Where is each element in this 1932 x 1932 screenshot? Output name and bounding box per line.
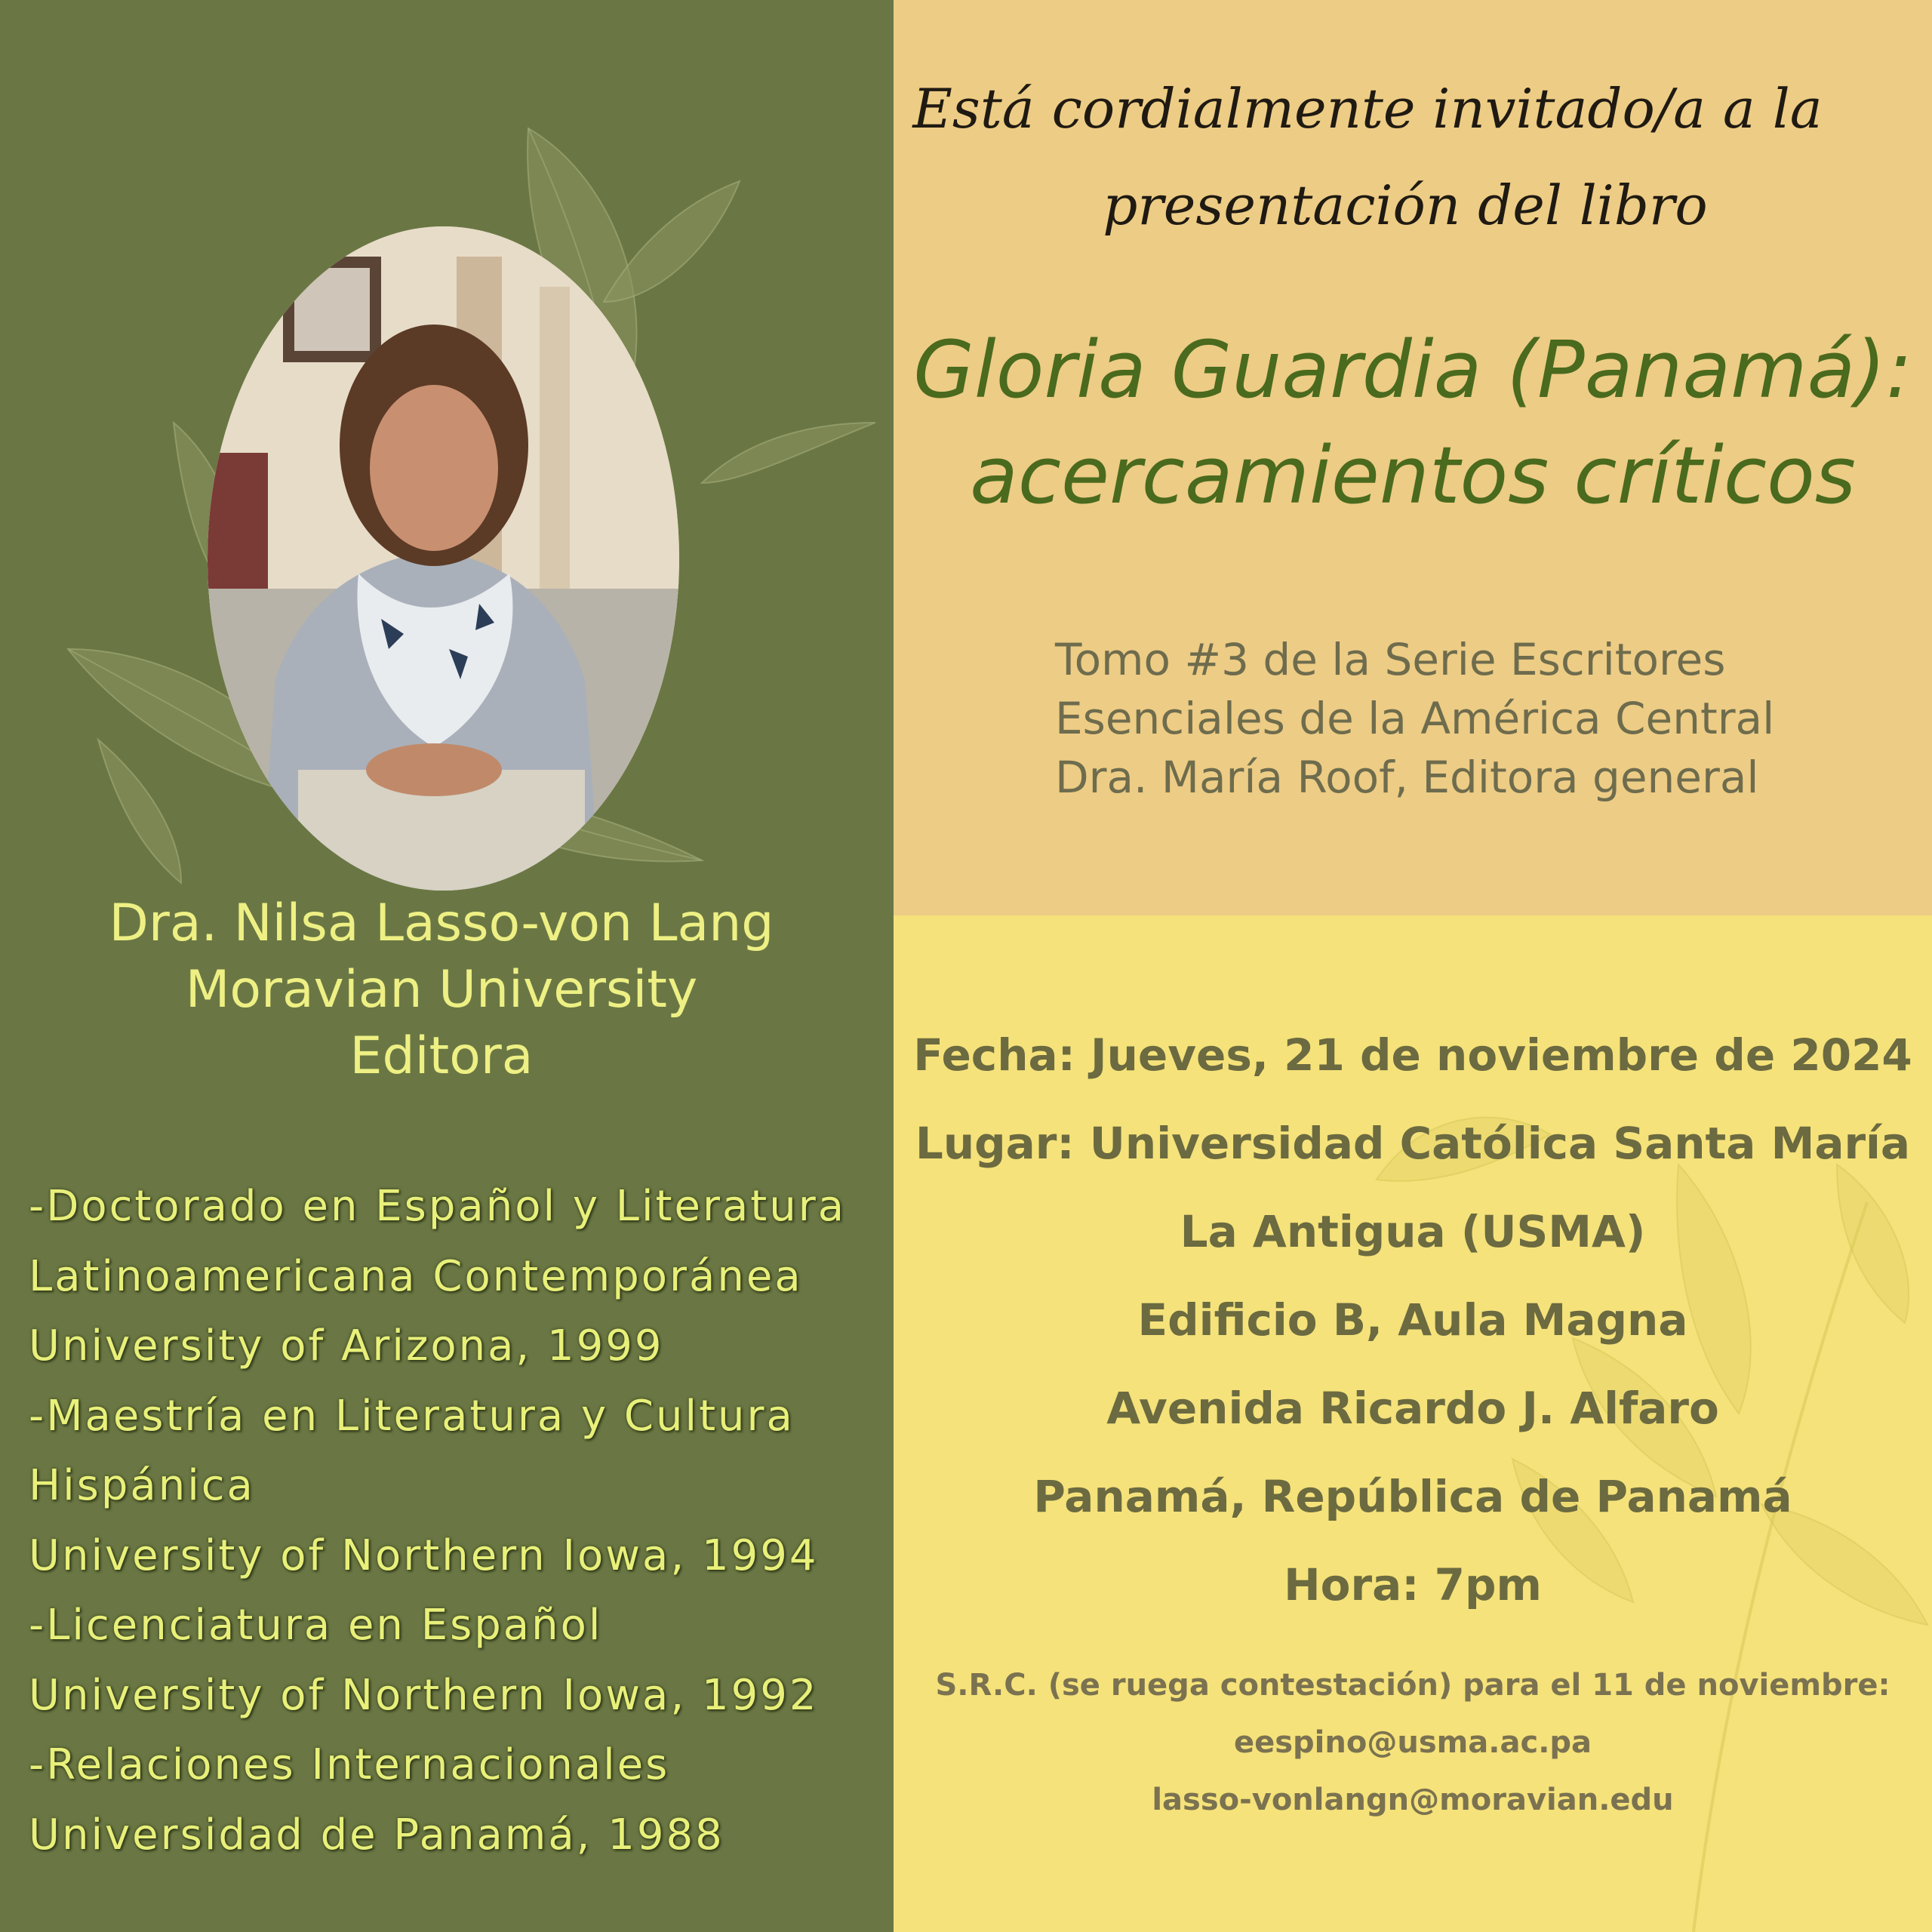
- series-line1: Tomo #3 de la Serie Escritores: [1055, 634, 1726, 685]
- event-date: Fecha: Jueves, 21 de noviembre de 2024: [913, 1029, 1912, 1081]
- credential-line: Latinoamericana Contemporánea: [29, 1251, 803, 1301]
- event-street: Avenida Ricardo J. Alfaro: [1106, 1383, 1719, 1434]
- credential-line: Universidad de Panamá, 1988: [29, 1810, 724, 1860]
- rsvp-info: [894, 1657, 1932, 1829]
- series-line2: Esenciales de la América Central: [1055, 693, 1775, 744]
- rsvp-email-moravian[interactable]: lasso-vonlangn@moravian.edu: [1152, 1783, 1674, 1817]
- credential-line: University of Northern Iowa, 1992: [29, 1670, 819, 1720]
- credential-line: -Relaciones Internacionales: [29, 1740, 670, 1789]
- editor-portrait: [208, 226, 679, 891]
- editor-credentials: [29, 1172, 889, 1870]
- invitation-heading: [894, 60, 1932, 254]
- book-title: [894, 317, 1932, 528]
- credential-line: -Maestría en Literatura y Cultura: [29, 1391, 795, 1441]
- series-line3: Dra. María Roof, Editora general: [1055, 752, 1759, 803]
- editor-role: Editora: [349, 1026, 534, 1086]
- credential-line: University of Arizona, 1999: [29, 1321, 664, 1371]
- book-title-line2: acercamientos críticos: [970, 429, 1856, 521]
- event-details: [894, 1011, 1932, 1629]
- invitation-line2: presentación del libro: [1103, 174, 1708, 237]
- editor-name: Dra. Nilsa Lasso-von Lang: [109, 894, 774, 953]
- invitation-line1: Está cordialmente invitado/a a la: [912, 77, 1823, 140]
- event-venue-cont: La Antigua (USMA): [1180, 1206, 1646, 1257]
- editor-institution: Moravian University: [185, 960, 698, 1020]
- editor-info: [0, 891, 883, 1090]
- credential-line: Hispánica: [29, 1461, 255, 1510]
- credential-line: University of Northern Iowa, 1994: [29, 1531, 819, 1580]
- credential-line: -Doctorado en Español y Literatura: [29, 1182, 847, 1231]
- event-time: Hora: 7pm: [1284, 1559, 1542, 1611]
- book-title-line1: Gloria Guardia (Panamá):: [913, 324, 1912, 416]
- series-info: [1055, 630, 1774, 807]
- credential-line: -Licenciatura en Español: [29, 1601, 603, 1650]
- rsvp-note: S.R.C. (se ruega contestación) para el 11 de noviembre:: [935, 1668, 1890, 1703]
- rsvp-email-usma[interactable]: eespino@usma.ac.pa: [1233, 1725, 1592, 1760]
- event-room: Edificio B, Aula Magna: [1137, 1294, 1688, 1346]
- event-venue: Lugar: Universidad Católica Santa María: [915, 1118, 1911, 1169]
- event-city: Panamá, República de Panamá: [1033, 1471, 1792, 1522]
- editor-panel: [0, 0, 894, 1932]
